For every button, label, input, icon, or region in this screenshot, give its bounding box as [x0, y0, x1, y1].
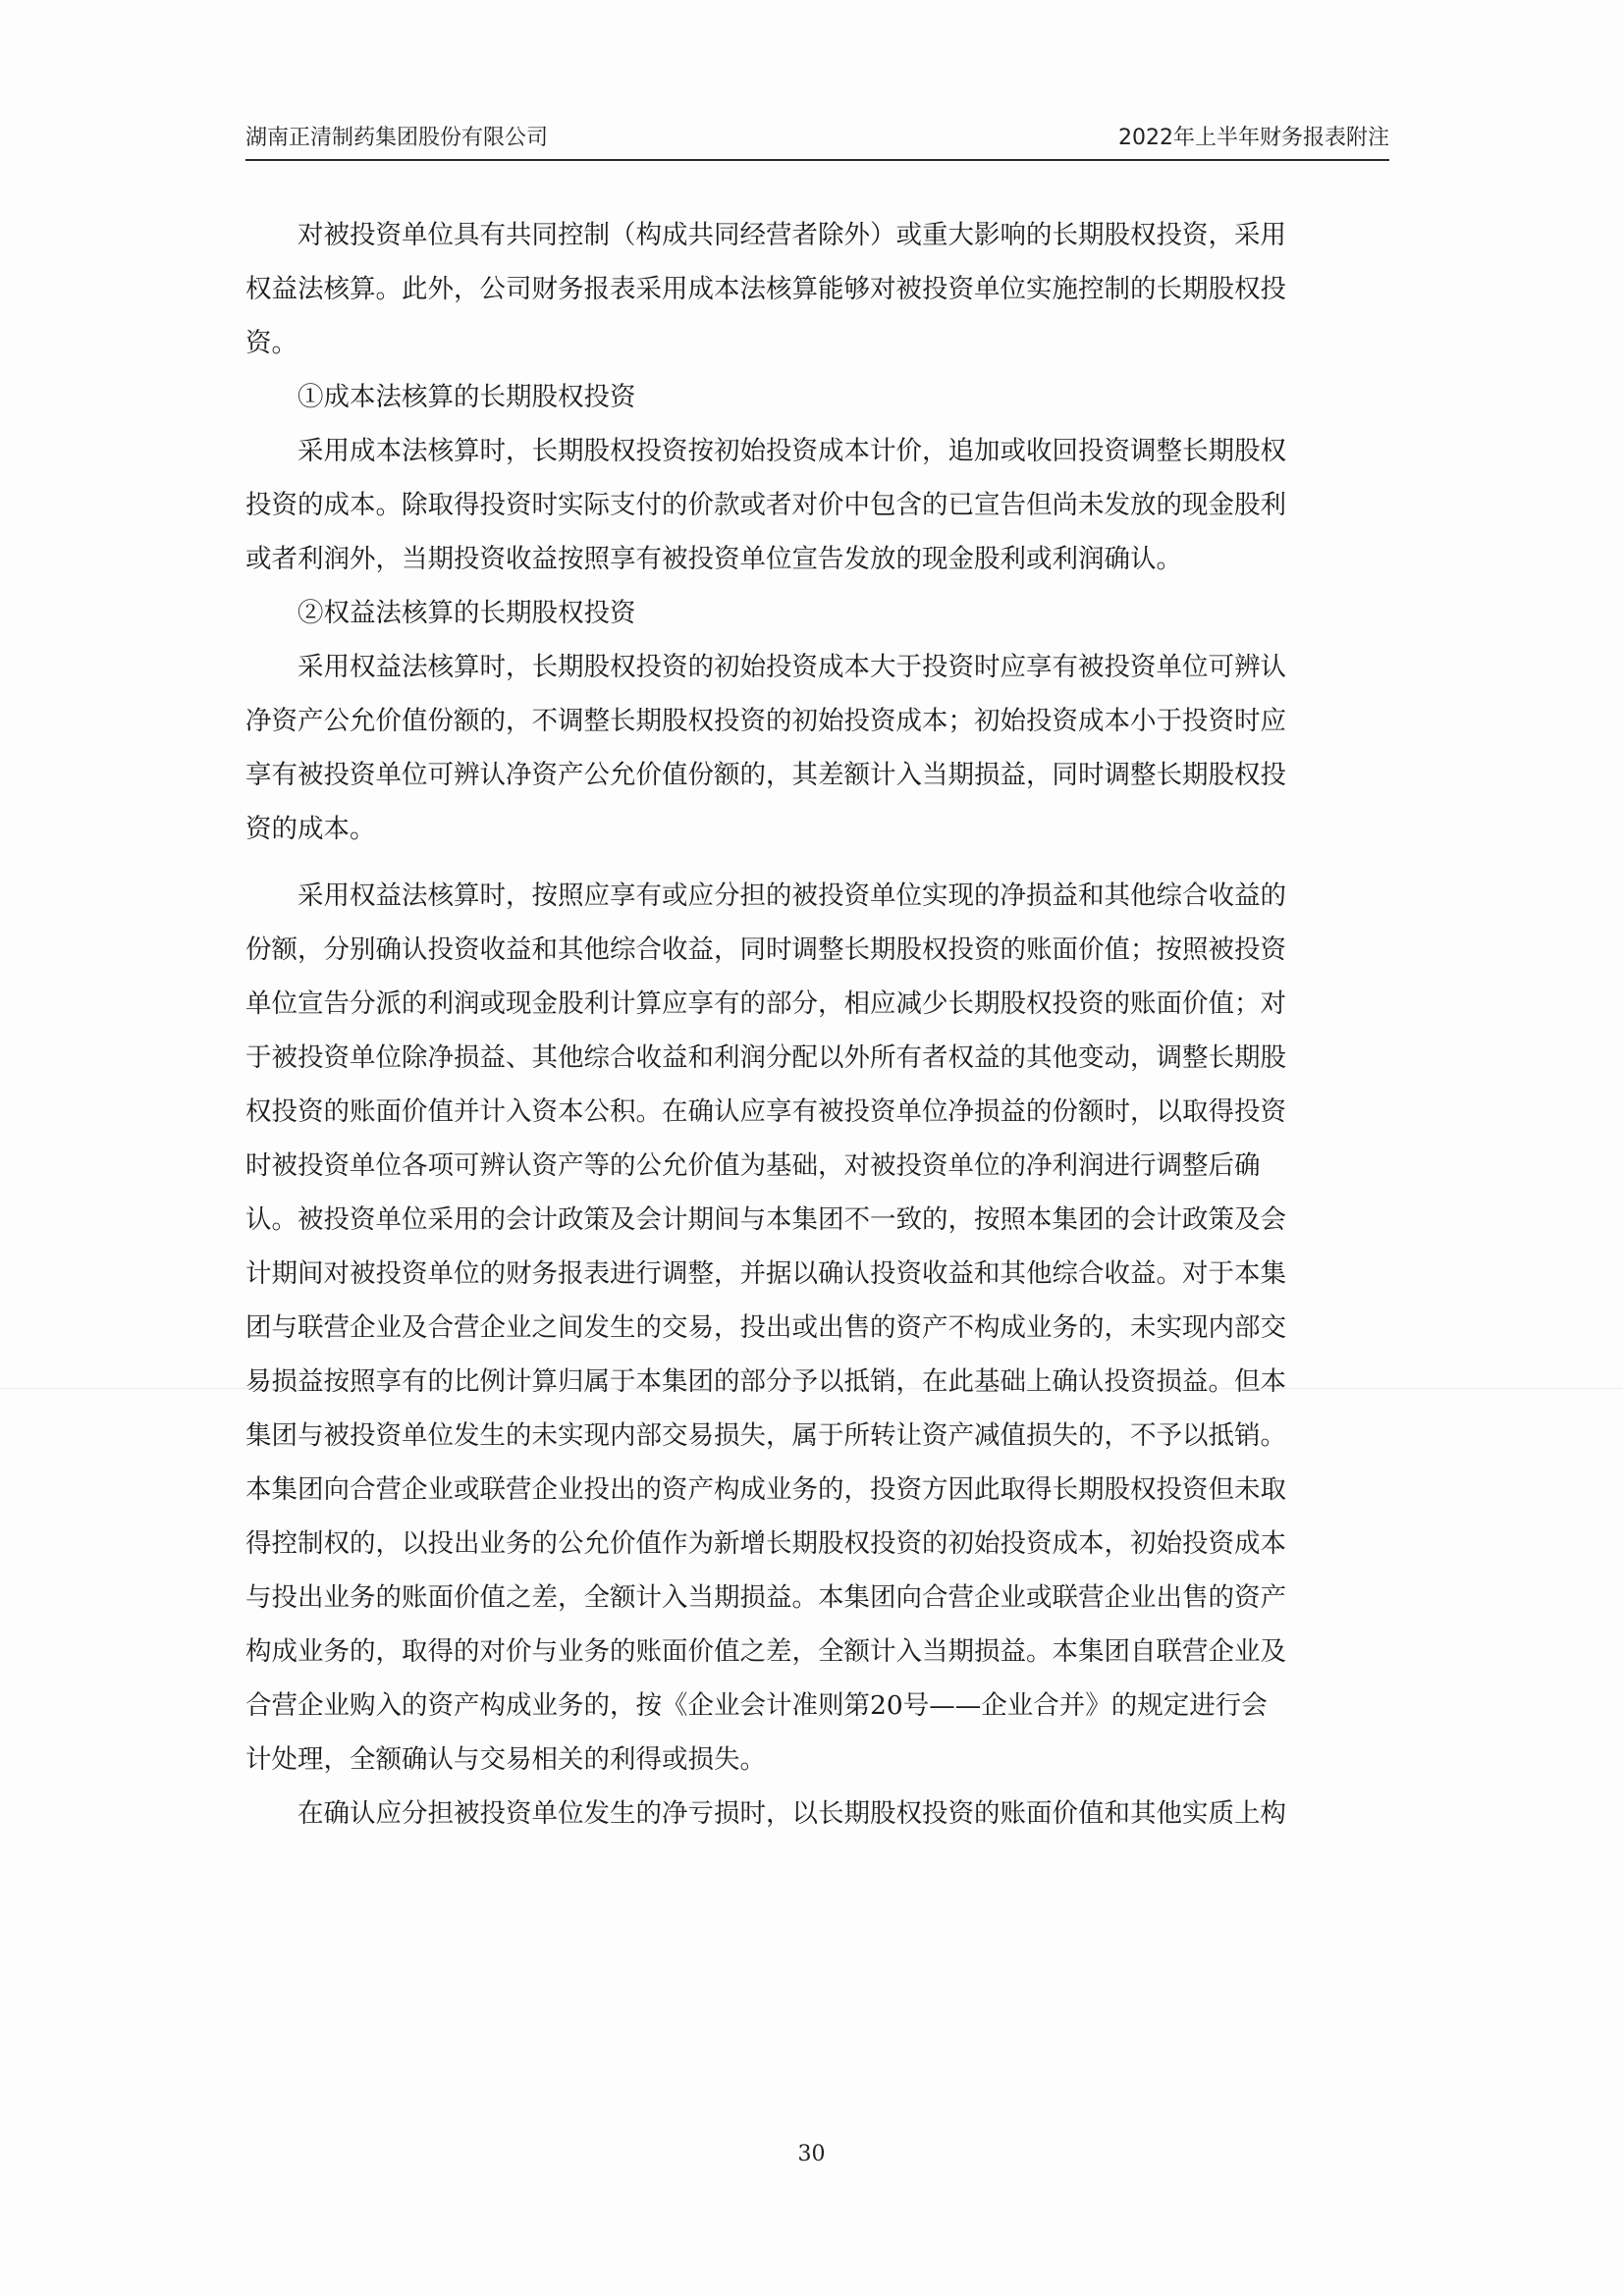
text-line: 权益法核算。此外，公司财务报表采用成本法核算能够对被投资单位实施控制的长期股权投 — [245, 274, 1286, 304]
text-line: 计期间对被投资单位的财务报表进行调整，并据以确认投资收益和其他综合收益。对于本集 — [245, 1258, 1286, 1289]
page-header — [245, 116, 1389, 161]
text-line: 构成业务的，取得的对价与业务的账面价值之差，全额计入当期损益。本集团自联营企业及 — [245, 1636, 1286, 1667]
text-line: 净资产公允价值份额的，不调整长期股权投资的初始投资成本；初始投资成本小于投资时应 — [245, 706, 1286, 736]
text-line: 对被投资单位具有共同控制（构成共同经营者除外）或重大影响的长期股权投资，采用 — [298, 220, 1286, 250]
text-line: 权投资的账面价值并计入资本公积。在确认应享有被投资单位净损益的份额时，以取得投资 — [245, 1096, 1286, 1127]
text-line: 得控制权的，以投出业务的公允价值作为新增长期股权投资的初始投资成本，初始投资成本 — [245, 1528, 1286, 1559]
text-line: 采用权益法核算时，长期股权投资的初始投资成本大于投资时应享有被投资单位可辨认 — [298, 652, 1286, 682]
paragraph-gap — [245, 856, 1389, 869]
text-line: 与投出业务的账面价值之差，全额计入当期损益。本集团向合营企业或联营企业出售的资产 — [245, 1582, 1286, 1613]
text-line: 于被投资单位除净损益、其他综合收益和利润分配以外所有者权益的其他变动，调整长期股 — [245, 1042, 1286, 1073]
page-number: 30 — [797, 2142, 826, 2166]
text-line: 合营企业购入的资产构成业务的，按《企业会计准则第20号——企业合并》的规定进行会 — [245, 1690, 1268, 1721]
text-line: 投资的成本。除取得投资时实际支付的价款或者对价中包含的已宣告但尚未发放的现金股利 — [245, 490, 1286, 520]
text-line: 采用成本法核算时，长期股权投资按初始投资成本计价，追加或收回投资调整长期股权 — [298, 436, 1286, 466]
text-line: 认。被投资单位采用的会计政策及会计期间与本集团不一致的，按照本集团的会计政策及会 — [245, 1204, 1286, 1235]
text-line: 集团与被投资单位发生的未实现内部交易损失，属于所转让资产减值损失的，不予以抵销。 — [245, 1420, 1286, 1451]
section-heading: ②权益法核算的长期股权投资 — [298, 598, 636, 628]
text-line: 资。 — [245, 328, 298, 358]
section-heading: ①成本法核算的长期股权投资 — [298, 382, 636, 412]
text-line: 资的成本。 — [245, 814, 376, 844]
company-name: 湖南正清制药集团股份有限公司 — [245, 126, 549, 150]
text-line: 计处理，全额确认与交易相关的利得或损失。 — [245, 1744, 766, 1775]
text-line: 本集团向合营企业或联营企业投出的资产构成业务的，投资方因此取得长期股权投资但未取 — [245, 1474, 1286, 1505]
text-line: 易损益按照享有的比例计算归属于本集团的部分予以抵销，在此基础上确认投资损益。但本 — [245, 1366, 1286, 1397]
text-line: 团与联营企业及合营企业之间发生的交易，投出或出售的资产不构成业务的，未实现内部交 — [245, 1312, 1286, 1343]
body-text — [245, 208, 1389, 1841]
text-line: 享有被投资单位可辨认净资产公允价值份额的，其差额计入当期损益，同时调整长期股权投 — [245, 760, 1286, 790]
text-line: 时被投资单位各项可辨认资产等的公允价值为基础，对被投资单位的净利润进行调整后确 — [245, 1150, 1261, 1181]
text-line: 或者利润外，当期投资收益按照享有被投资单位宣告发放的现金股利或利润确认。 — [245, 544, 1182, 574]
text-line: 份额，分别确认投资收益和其他综合收益，同时调整长期股权投资的账面价值；按照被投资 — [245, 934, 1286, 965]
text-line: 在确认应分担被投资单位发生的净亏损时，以长期股权投资的账面价值和其他实质上构 — [298, 1798, 1286, 1829]
report-title: 2022年上半年财务报表附注 — [1118, 126, 1389, 150]
text-line: 采用权益法核算时，按照应享有或应分担的被投资单位实现的净损益和其他综合收益的 — [298, 881, 1286, 911]
text-line: 单位宣告分派的利润或现金股利计算应享有的部分，相应减少长期股权投资的账面价值；对 — [245, 988, 1286, 1019]
